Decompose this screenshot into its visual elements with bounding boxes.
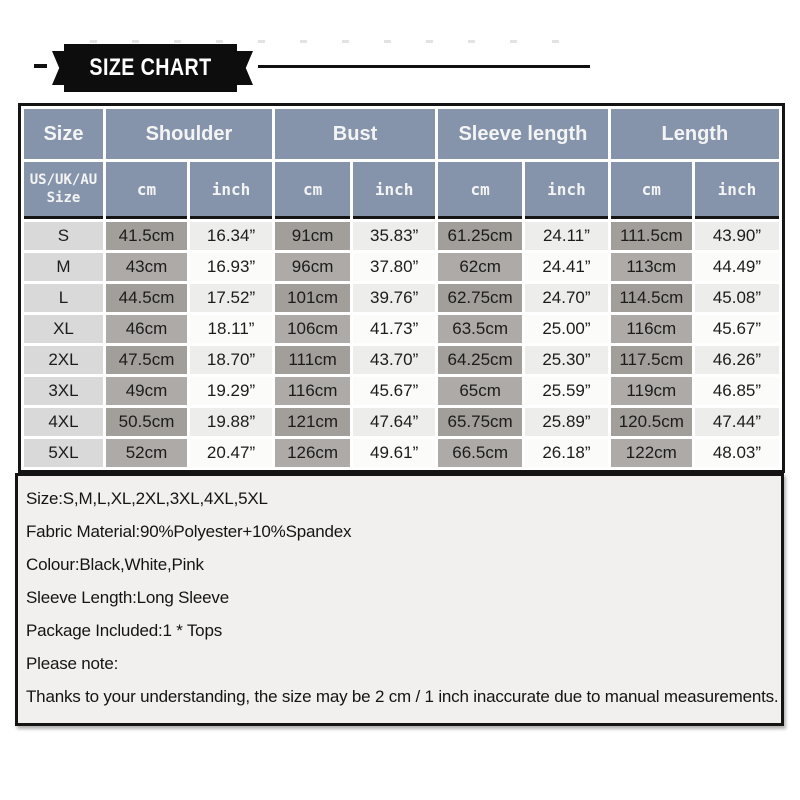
detail-fabric-material: Fabric Material:90%Polyester+10%Spandex <box>26 522 352 541</box>
length-cm-cell: 111.5cm <box>611 222 692 250</box>
header-shoulder: Shoulder <box>106 109 272 159</box>
shoulder-inch-cell: 16.34” <box>190 222 272 250</box>
subheader-shoulder-inch: inch <box>190 162 272 219</box>
size-cell: 4XL <box>24 408 103 436</box>
bust-inch-cell: 47.64” <box>353 408 435 436</box>
size-cell: 5XL <box>24 439 103 467</box>
length-inch-cell: 45.08” <box>695 284 779 312</box>
shoulder-inch-cell: 18.11” <box>190 315 272 343</box>
bust-cm-cell: 96cm <box>275 253 350 281</box>
sleeve-cm-cell: 62cm <box>438 253 522 281</box>
length-cm-cell: 120.5cm <box>611 408 692 436</box>
sleeve-inch-cell: 24.41” <box>525 253 608 281</box>
sleeve-cm-cell: 62.75cm <box>438 284 522 312</box>
detail-size-list: Size:S,M,L,XL,2XL,3XL,4XL,5XL <box>26 489 268 508</box>
size-cell: M <box>24 253 103 281</box>
banner-rule-line <box>258 65 590 68</box>
length-cm-cell: 122cm <box>611 439 692 467</box>
size-cell: S <box>24 222 103 250</box>
ribbon-fold-right-icon <box>234 51 253 85</box>
length-cm-cell: 117.5cm <box>611 346 692 374</box>
sleeve-cm-cell: 65cm <box>438 377 522 405</box>
size-table <box>18 103 785 473</box>
bust-inch-cell: 35.83” <box>353 222 435 250</box>
length-cm-cell: 119cm <box>611 377 692 405</box>
shoulder-cm-cell: 50.5cm <box>106 408 187 436</box>
length-inch-cell: 46.26” <box>695 346 779 374</box>
table-row-5xl <box>24 439 779 467</box>
detail-colour: Colour:Black,White,Pink <box>26 555 204 574</box>
length-inch-cell: 47.44” <box>695 408 779 436</box>
decorative-dashes <box>90 40 575 43</box>
sleeve-cm-cell: 63.5cm <box>438 315 522 343</box>
shoulder-cm-cell: 43cm <box>106 253 187 281</box>
table-header <box>24 109 779 219</box>
sleeve-inch-cell: 25.00” <box>525 315 608 343</box>
subheader-bust-cm: cm <box>275 162 350 219</box>
shoulder-cm-cell: 47.5cm <box>106 346 187 374</box>
shoulder-inch-cell: 19.29” <box>190 377 272 405</box>
shoulder-inch-cell: 19.88” <box>190 408 272 436</box>
bust-cm-cell: 126cm <box>275 439 350 467</box>
shoulder-inch-cell: 17.52” <box>190 284 272 312</box>
header-bust: Bust <box>275 109 435 159</box>
size-cell: L <box>24 284 103 312</box>
bust-cm-cell: 91cm <box>275 222 350 250</box>
bust-cm-cell: 106cm <box>275 315 350 343</box>
sleeve-cm-cell: 64.25cm <box>438 346 522 374</box>
bust-inch-cell: 39.76” <box>353 284 435 312</box>
length-inch-cell: 48.03” <box>695 439 779 467</box>
sub-header-row <box>24 162 779 219</box>
sleeve-inch-cell: 25.59” <box>525 377 608 405</box>
size-chart-ribbon <box>64 44 237 92</box>
table-row-4xl <box>24 408 779 436</box>
table-row-l <box>24 284 779 312</box>
detail-please-note: Please note: <box>26 654 119 673</box>
sleeve-inch-cell: 24.11” <box>525 222 608 250</box>
subheader-shoulder-cm: cm <box>106 162 187 219</box>
table-row-xl <box>24 315 779 343</box>
banner-area <box>0 0 800 103</box>
table-row-s <box>24 222 779 250</box>
subheader-length-inch: inch <box>695 162 779 219</box>
header-size: Size <box>24 109 103 159</box>
detail-package-included: Package Included:1 * Tops <box>26 621 222 640</box>
sleeve-inch-cell: 24.70” <box>525 284 608 312</box>
shoulder-cm-cell: 41.5cm <box>106 222 187 250</box>
header-length: Length <box>611 109 779 159</box>
subheader-bust-inch: inch <box>353 162 435 219</box>
length-inch-cell: 46.85” <box>695 377 779 405</box>
subheader-us-uk-au-size: US/UK/AU Size <box>24 162 103 219</box>
bust-cm-cell: 101cm <box>275 284 350 312</box>
subheader-sleeve-cm: cm <box>438 162 522 219</box>
sleeve-inch-cell: 25.89” <box>525 408 608 436</box>
shoulder-inch-cell: 18.70” <box>190 346 272 374</box>
sleeve-inch-cell: 26.18” <box>525 439 608 467</box>
detail-sleeve-length: Sleeve Length:Long Sleeve <box>26 588 229 607</box>
header-sleeve-length: Sleeve length <box>438 109 608 159</box>
bust-inch-cell: 41.73” <box>353 315 435 343</box>
bust-inch-cell: 49.61” <box>353 439 435 467</box>
shoulder-cm-cell: 52cm <box>106 439 187 467</box>
size-cell: XL <box>24 315 103 343</box>
shoulder-cm-cell: 46cm <box>106 315 187 343</box>
length-inch-cell: 45.67” <box>695 315 779 343</box>
page-title: SIZE CHART <box>89 54 212 81</box>
bust-inch-cell: 45.67” <box>353 377 435 405</box>
length-cm-cell: 113cm <box>611 253 692 281</box>
bust-cm-cell: 111cm <box>275 346 350 374</box>
length-cm-cell: 114.5cm <box>611 284 692 312</box>
bust-inch-cell: 43.70” <box>353 346 435 374</box>
size-cell: 3XL <box>24 377 103 405</box>
size-table-body <box>24 222 779 467</box>
table-row-3xl <box>24 377 779 405</box>
bust-cm-cell: 116cm <box>275 377 350 405</box>
length-cm-cell: 116cm <box>611 315 692 343</box>
shoulder-cm-cell: 44.5cm <box>106 284 187 312</box>
subheader-sleeve-inch: inch <box>525 162 608 219</box>
sleeve-inch-cell: 25.30” <box>525 346 608 374</box>
shoulder-inch-cell: 16.93” <box>190 253 272 281</box>
size-cell: 2XL <box>24 346 103 374</box>
subheader-length-cm: cm <box>611 162 692 219</box>
banner-left-dash <box>34 64 47 68</box>
shoulder-inch-cell: 20.47” <box>190 439 272 467</box>
table-row-2xl <box>24 346 779 374</box>
sleeve-cm-cell: 61.25cm <box>438 222 522 250</box>
group-header-row <box>24 109 779 159</box>
detail-disclaimer: Thanks to your understanding, the size may be 2 cm / 1 inch inaccurate due to manual measurements. <box>26 687 779 706</box>
bust-cm-cell: 121cm <box>275 408 350 436</box>
shoulder-cm-cell: 49cm <box>106 377 187 405</box>
table-row-m <box>24 253 779 281</box>
sleeve-cm-cell: 66.5cm <box>438 439 522 467</box>
length-inch-cell: 43.90” <box>695 222 779 250</box>
length-inch-cell: 44.49” <box>695 253 779 281</box>
bust-inch-cell: 37.80” <box>353 253 435 281</box>
sleeve-cm-cell: 65.75cm <box>438 408 522 436</box>
product-details-box <box>15 473 784 726</box>
